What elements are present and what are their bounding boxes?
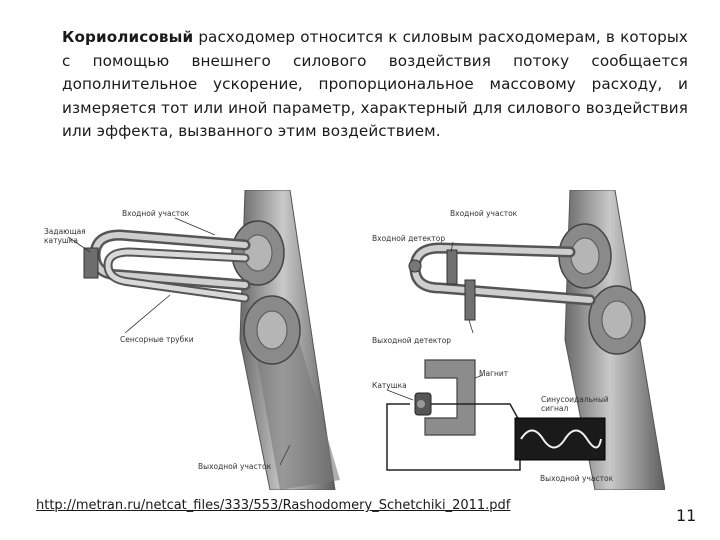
source-link[interactable]: http://metran.ru/netcat_files/333/553/Rashodomery_Schetchiki_2011.pdf bbox=[36, 498, 511, 513]
label-magnet: Магнит bbox=[479, 369, 509, 378]
flowmeter-figure-right bbox=[365, 190, 665, 490]
drive-coil bbox=[84, 248, 98, 278]
label-inlet-right: Входной участок bbox=[450, 209, 518, 218]
page-number: 11 bbox=[676, 506, 697, 525]
label-inlet-detector: Входной детектор bbox=[372, 234, 446, 243]
label-drive-coil-1: Задающая bbox=[44, 227, 86, 236]
flowmeter-figure-left bbox=[40, 190, 340, 490]
label-coil: Катушка bbox=[372, 381, 407, 390]
label-sensor-tubes: Сенсорные трубки bbox=[120, 335, 194, 344]
label-signal-2: сигнал bbox=[541, 404, 569, 413]
term-bold: Кориолисовый bbox=[62, 28, 194, 46]
paragraph-text: расходомер относится к силовым расходомерам, в которых с помощью внешнего силового воздействия потоку сообщается дополнительное ускорение, пропорциональное массовому расходу, и измеряется тот или иной параметр, характерный для силового воздействия или эффекта, вызванного этим воздействием. bbox=[62, 28, 688, 140]
label-inlet: Входной участок bbox=[122, 209, 190, 218]
label-outlet-right: Выходной участок bbox=[540, 474, 614, 483]
label-signal-1: Синусоидальный bbox=[541, 395, 609, 404]
label-outlet: Выходной участок bbox=[198, 462, 272, 471]
signal-wire bbox=[387, 404, 520, 470]
magnet bbox=[425, 360, 475, 435]
inlet-detector bbox=[447, 250, 457, 284]
outlet-detector bbox=[465, 280, 475, 320]
sensor-tubes bbox=[95, 235, 245, 298]
body-paragraph bbox=[62, 26, 688, 144]
label-outlet-detector: Выходной детектор bbox=[372, 336, 452, 345]
label-drive-coil-2: катушка bbox=[44, 236, 78, 245]
signal-display bbox=[515, 418, 605, 460]
